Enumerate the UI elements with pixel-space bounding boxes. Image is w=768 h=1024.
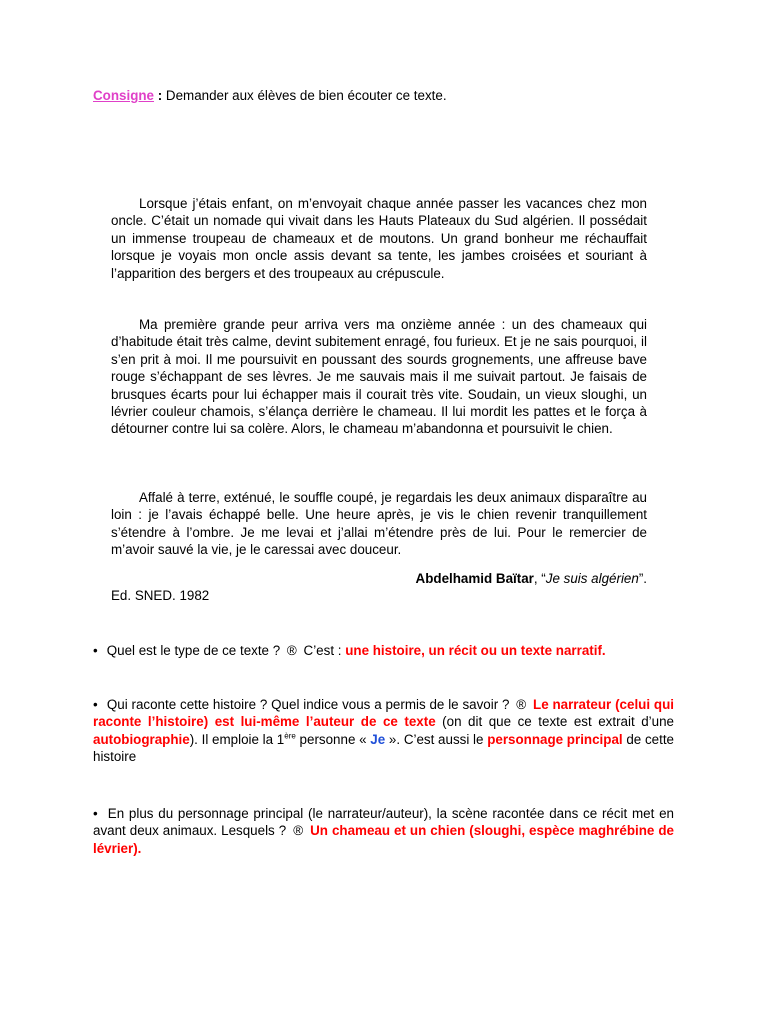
question-2 [93, 696, 674, 766]
story-paragraph: Lorsque j’étais enfant, on m’envoyait chaque année passer les vacances chez mon oncle. C’était un nomade qui vivait dans les Hauts Plateaux du Sud algérien. Il possédait un immense troupeau de chameaux et de moutons. Un grand bonheur me réchauffait lorsque je voyais mon oncle assis devant sa tente, les jambes croisées et souriant à l’apparition des bergers et des troupeaux au crépuscule. [111, 196, 647, 281]
question-2-answer: Le narrateur (celui qui raconte l’histoire) est lui-même l’auteur de ce texte [93, 697, 674, 730]
arrow-symbol: ® [293, 823, 304, 839]
story-paragraph-1-block [111, 195, 647, 282]
question-2-text-b: ). Il emploie la 1 [189, 731, 285, 747]
question-3-text: En plus du personnage principal (le narrateur/auteur), la scène racontée dans ce récit met en avant deux animaux. Lesquels ? [93, 806, 674, 839]
bullet-icon: • [93, 643, 98, 658]
arrow-symbol: ® [516, 697, 527, 712]
question-2-text-a: (on dit que ce texte est extrait d’une [435, 714, 674, 730]
consigne-line [93, 87, 693, 104]
question-3-answer: Un chameau et un chien (sloughi, espèce maghrébine de lévrier). [93, 823, 675, 856]
question-2-text-d: ». C’est aussi le [385, 731, 488, 747]
story-paragraph-3-block [111, 489, 647, 559]
question-1-lead: C’est : [303, 643, 342, 658]
bullet-icon: • [93, 806, 98, 821]
story-paragraph-2-block [111, 316, 647, 438]
question-1-answer: une histoire, un récit ou un texte narratif. [345, 643, 606, 658]
story-paragraph: Ma première grande peur arriva vers ma onzième année : un des chameaux qui d’habitude était très calme, devint subitement enragé, fou furieux. Et je ne sais pourquoi, il s’en prit à moi. Il me poursuivit en poussant des sourds grognements, une affreuse bave rouge s’échappant de ses lèvres. Je me sauvais mais il me suivait partout. Je faisais de brusques écarts pour lui échapper mais il courait très vite. Soudain, un vieux sloughi, un lévrier couleur chamois, s’élança derrière le chameau. Il lui mordit les pattes et le força à détourner contre lui sa colère. Alors, le chameau m’abandonna et poursuivit le chien. [111, 317, 647, 437]
question-2-text: Qui raconte cette histoire ? Quel indice vous a permis de le savoir ? [106, 697, 510, 712]
title-open-quote: , “ [533, 571, 546, 586]
edition-line: Ed. SNED. 1982 [111, 588, 210, 603]
book-title: Je suis algérien [545, 571, 639, 586]
personnage-principal-term: personnage principal [487, 731, 623, 747]
question-2-text-e: de cette histoire [93, 731, 674, 765]
question-2-text-c: personne « [295, 731, 371, 747]
je-term: Je [370, 731, 386, 747]
story-paragraph: Affalé à terre, exténué, le souffle coupé, je regardais les deux animaux disparaître au loin : je l’avais échappé belle. Une heure après, je vis le chien revenir tranquillement s’étendre à l’ombre. Je me levai et j’allai m’étendre près de lui. Pour le remercier de m’avoir sauvé la vie, je le caressai avec douceur. [111, 490, 647, 558]
consigne-colon: : [154, 88, 166, 103]
autobiographie-term: autobiographie [93, 731, 190, 747]
question-1-text: Quel est le type de ce texte ? [106, 643, 281, 658]
consigne-text: Demander aux élèves de bien écouter ce texte. [165, 88, 447, 103]
title-close-quote: ”. [638, 571, 647, 586]
source-attribution [111, 570, 647, 587]
arrow-symbol: ® [286, 643, 297, 658]
bullet-icon: • [93, 697, 98, 712]
question-1 [93, 642, 674, 659]
consigne-label: Consigne [93, 88, 155, 103]
question-3 [93, 805, 674, 857]
ordinal-superscript: ère [284, 731, 296, 741]
author-name: Abdelhamid Baïtar [415, 571, 534, 586]
